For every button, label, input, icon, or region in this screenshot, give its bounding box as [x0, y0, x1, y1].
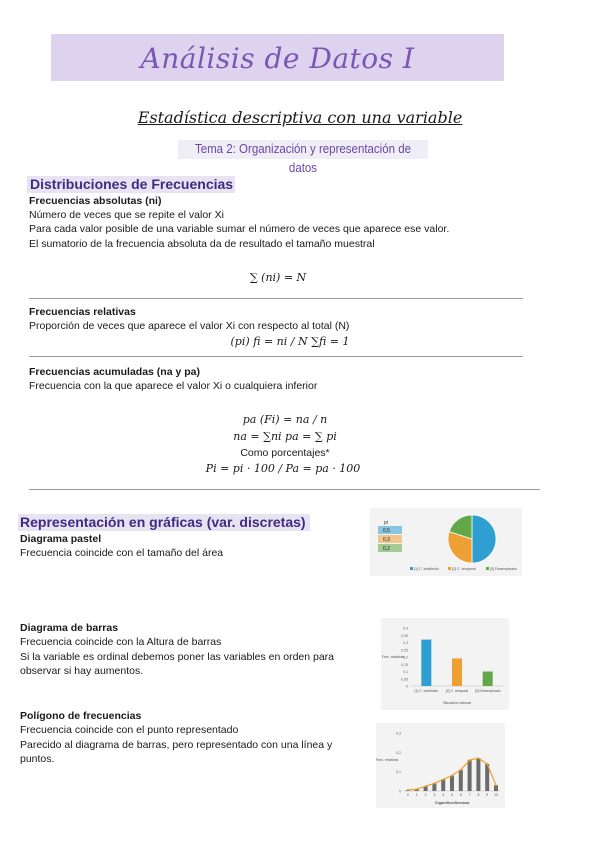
pie-table-value: 0,5 — [383, 528, 390, 534]
polygon-y-tick: 0 — [399, 789, 401, 794]
divider — [29, 356, 523, 357]
pie-slice — [472, 515, 496, 563]
bar — [483, 672, 493, 687]
absolute-freq-formula: ∑ (ni) = N — [249, 271, 307, 284]
pie-chart-line: Frecuencia coincide con el tamaño del área — [20, 547, 224, 559]
polygon-line: Frecuencia coincide con el punto representado — [20, 724, 239, 736]
polygon-x-tick: 6 — [459, 793, 462, 797]
bar-category-label: [3] Desempleado — [474, 689, 501, 693]
polygon-bar — [441, 779, 445, 791]
polygon-x-label: Cigarrillos/Semana — [434, 801, 470, 805]
pie-chart-title: Diagrama pastel — [20, 533, 102, 545]
pie-legend-swatch — [448, 567, 451, 570]
bar-y-tick: 0,15 — [401, 662, 408, 667]
bar-y-tick: 0,3 — [403, 641, 408, 645]
bar-chart — [381, 618, 509, 710]
pie-table-cell — [378, 544, 402, 552]
percentage-note: Como porcentajes* — [240, 447, 330, 459]
polygon-point — [442, 778, 444, 780]
polygon-bar — [476, 758, 480, 791]
topic-title: Tema 2: Organización y representación de datos — [194, 142, 412, 175]
polygon-point — [416, 788, 418, 790]
cumulative-freq-formula: na = ∑ni pa = ∑ pi — [233, 430, 337, 443]
relative-freq-line: Proporción de veces que aparece el valor Xi con respecto al total (N) — [29, 320, 350, 332]
bar-chart-title: Diagrama de barras — [20, 622, 119, 634]
absolute-freq-line: Para cada valor posible de una variable sumar el número de veces que aparece ese valor. — [29, 223, 450, 235]
polygon-x-tick: 8 — [477, 793, 480, 797]
polygon-point — [460, 769, 462, 771]
polygon-bar — [459, 770, 463, 791]
bar-y-tick: 0,35 — [401, 633, 408, 638]
divider — [29, 298, 523, 299]
bar-y-tick: 0,4 — [403, 626, 408, 631]
pie-legend-label: [1] C. indefinido — [414, 567, 439, 571]
cumulative-freq-title: Frecuencias acumuladas (na y pa) — [29, 366, 200, 378]
polygon-x-tick: 1 — [415, 793, 418, 797]
frequency-polygon-chart — [376, 723, 505, 808]
polygon-point — [407, 789, 409, 791]
polygon-x-tick: 7 — [468, 793, 471, 797]
polygon-point — [486, 763, 488, 765]
bar — [452, 658, 462, 686]
bar-chart-line: Si la variable es ordinal debemos poner las variables en orden para — [20, 651, 335, 663]
pie-table-value: 0,2 — [383, 546, 390, 552]
bar-chart-line: Frecuencia coincide con la Altura de barras — [20, 636, 222, 648]
relative-freq-title: Frecuencias relativas — [29, 306, 136, 318]
polygon-line: puntos. — [20, 753, 55, 765]
page-subtitle: Estadística descriptiva con una variable — [137, 108, 463, 127]
polygon-x-tick: 10 — [494, 793, 498, 797]
polygon-y-tick: 0,1 — [396, 770, 401, 775]
cumulative-freq-formula: pa (Fi) = na / n — [242, 413, 328, 426]
pie-table-cell — [378, 526, 402, 534]
polygon-point — [451, 775, 453, 777]
polygon-x-tick: 9 — [486, 793, 489, 797]
bar-y-tick: 0,1 — [403, 670, 408, 674]
polygon-x-tick: 5 — [451, 793, 453, 797]
polygon-point — [433, 782, 435, 784]
bar-chart-line: observar si hay aumentos. — [20, 665, 144, 677]
bar-y-tick: 0,25 — [401, 648, 408, 653]
absolute-freq-title: Frecuencias absolutas (ni) — [29, 195, 162, 207]
polygon-title: Polígono de frecuencias — [20, 710, 142, 722]
polygon-y-tick: 0,3 — [396, 731, 401, 736]
polygon-point — [469, 759, 471, 761]
polygon-x-tick: 2 — [424, 793, 427, 797]
page-title: Análisis de Datos I — [140, 42, 415, 75]
polygon-x-tick: 4 — [442, 793, 445, 797]
pie-legend-label: [2] C. temporal — [452, 567, 476, 571]
divider — [29, 489, 540, 490]
polygon-bar — [450, 776, 454, 791]
pie-legend-swatch — [410, 567, 413, 570]
polygon-y-tick: 0,2 — [396, 750, 401, 755]
pie-legend-swatch — [486, 567, 489, 570]
bar-category-label: [1] C. indefinido — [414, 689, 439, 693]
pie-legend-label: [3] Desempleado — [490, 567, 518, 571]
pie-table-header: pi — [384, 520, 388, 526]
polygon-y-label: Frec. relativas — [376, 758, 399, 762]
polygon-x-tick: 0 — [407, 793, 409, 797]
bar-x-label: Situación laboral — [442, 701, 472, 705]
bar-y-tick: 0,05 — [401, 677, 408, 682]
polygon-bar — [468, 760, 472, 791]
cumulative-freq-formula: Pi = pi · 100 / Pa = pa · 100 — [205, 462, 361, 475]
bar-y-tick: 0 — [406, 684, 408, 689]
polygon-line: Parecido al diagrama de barras, pero representado con una línea y — [20, 739, 333, 751]
pie-table-value: 0,3 — [383, 537, 390, 543]
bar-category-label: [2] C. temporal — [445, 689, 469, 693]
absolute-freq-line: El sumatorio de la frecuencia absoluta da de resultado el tamaño muestral — [29, 238, 375, 250]
section-heading-frequencies: Distribuciones de Frecuencias — [30, 176, 234, 192]
polygon-point — [495, 784, 497, 786]
polygon-point — [477, 757, 479, 759]
bar — [421, 640, 431, 686]
bar-y-label: Frec. relativas — [381, 655, 405, 659]
section-heading-graphs: Representación en gráficas (var. discretas) — [20, 514, 306, 530]
pie-chart — [370, 508, 522, 576]
bar-y-tick: 0,2 — [403, 655, 408, 660]
polygon-bar — [432, 783, 436, 791]
absolute-freq-line: Número de veces que se repite el valor Xi — [29, 209, 224, 221]
pie-table-cell — [378, 535, 402, 543]
polygon-x-tick: 3 — [433, 793, 436, 797]
cumulative-freq-line: Frecuencia con la que aparece el valor Xi o cualquiera inferior — [29, 380, 318, 392]
polygon-point — [425, 785, 427, 787]
relative-freq-formula: (pi) fi = ni / N ∑fi = 1 — [230, 335, 350, 348]
